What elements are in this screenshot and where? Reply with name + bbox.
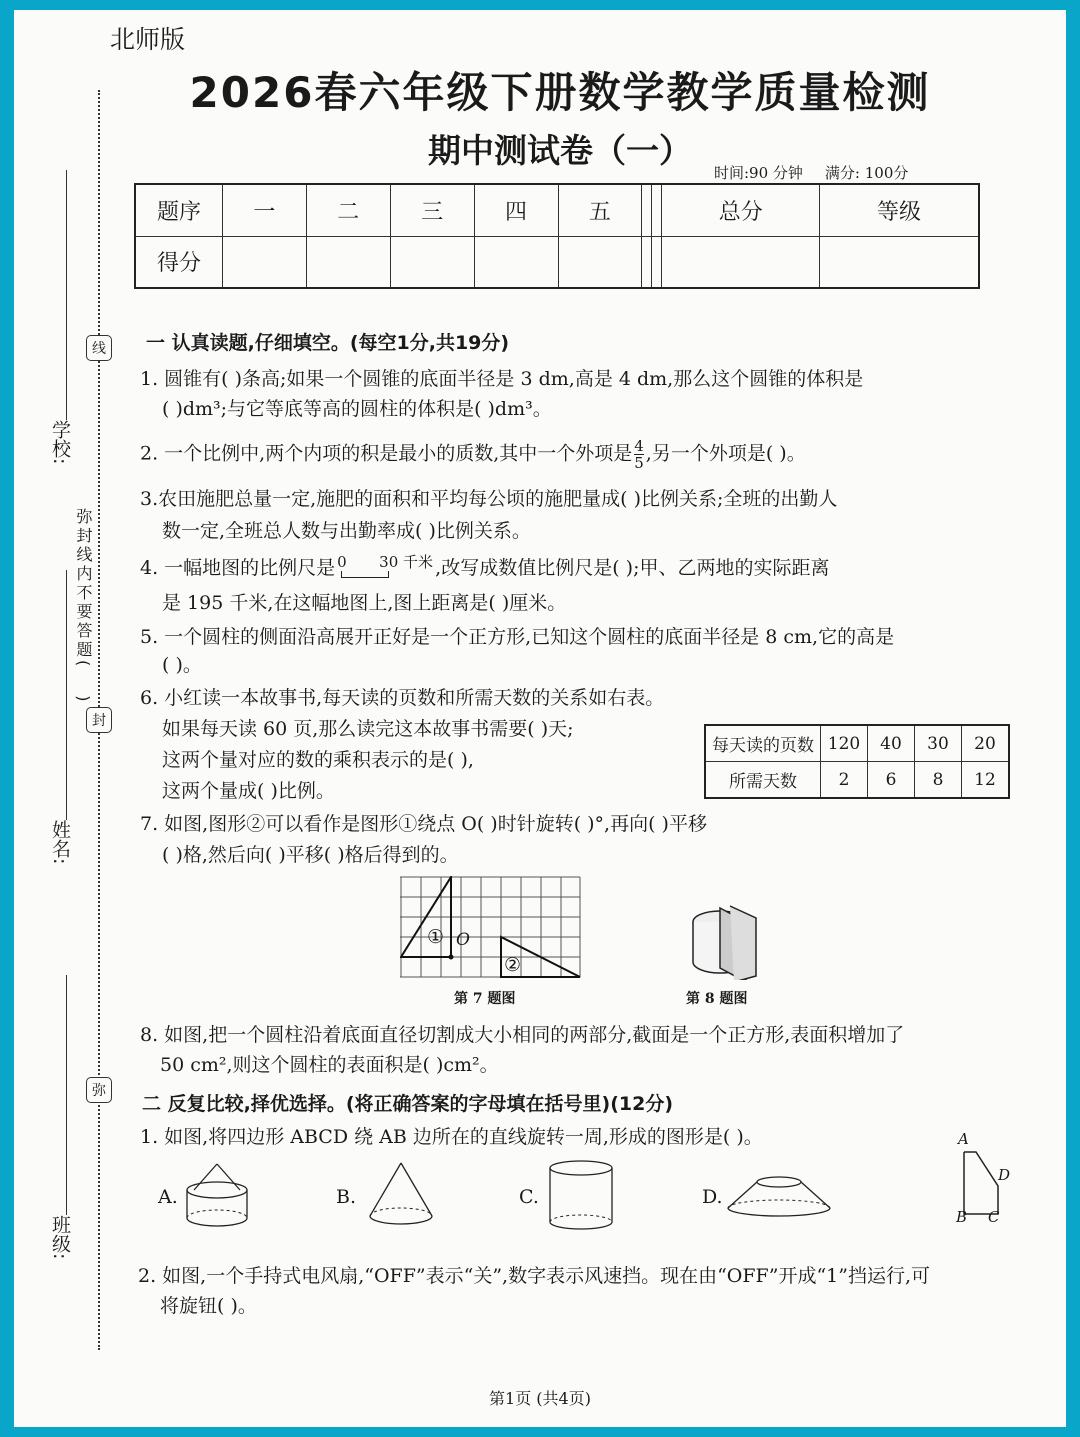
exam-subtitle: 期中测试卷（一） (428, 131, 692, 170)
exam-page (14, 10, 1066, 1427)
table-row (705, 762, 1009, 799)
option-c-shape[interactable] (546, 1158, 616, 1234)
q6-line3: 这两个量对应的数的乘积表示的是( ), (162, 749, 474, 771)
binding-notice: 弥封线内不要答题() (74, 508, 93, 705)
s2-q2-line1: 2. 如图,一个手持式电风扇,“OFF”表示“关”,数字表示风速挡。现在由“OFF”开成“1”挡运行,可 (138, 1265, 931, 1287)
edition-label: 北师版 (110, 25, 186, 54)
score-cell (642, 184, 652, 236)
q2-line: 2. 一个比例中,两个内项的积是最小的质数,其中一个外项是 $\frac{4}{5}$ ,另一个外项是( )。 (140, 437, 806, 472)
score-cell: 二 (306, 184, 390, 236)
option-a-label[interactable]: A. (158, 1186, 178, 1208)
q7-line2: ( )格,然后向( )平移( )格后得到的。 (162, 844, 459, 866)
score-cell: 等级 (820, 184, 979, 236)
option-a-shape[interactable] (184, 1160, 250, 1230)
time-info (714, 162, 930, 183)
score-cell: 五 (558, 184, 642, 236)
table-cell: 6 (868, 762, 915, 799)
q6-line4: 这两个量成( )比例。 (162, 780, 335, 802)
score-input-cell[interactable] (390, 236, 474, 288)
point-o (449, 955, 454, 960)
option-b-label[interactable]: B. (336, 1186, 357, 1208)
s2-q1-line: 1. 如图,将四边形 ABCD 绕 AB 边所在的直线旋转一周,形成的图形是( )。 (140, 1126, 763, 1148)
score-table-score-row (135, 236, 979, 288)
class-label: 班级: (49, 1215, 71, 1260)
table-row (705, 725, 1009, 762)
score-cell: 三 (390, 184, 474, 236)
option-c-label[interactable]: C. (519, 1186, 539, 1208)
name-line (66, 570, 67, 820)
score-cell: 四 (474, 184, 558, 236)
scale-bar: 0 30 千米 (335, 553, 435, 583)
score-cell: 题序 (135, 184, 223, 236)
option-d-shape[interactable] (724, 1172, 834, 1222)
score-input-cell[interactable] (306, 236, 390, 288)
class-line (66, 975, 67, 1215)
score-input-cell[interactable] (558, 236, 642, 288)
q6-reading-table (704, 724, 1010, 799)
q3-line1: 3.农田施肥总量一定,施肥的面积和平均每公顷的施肥量成( )比例关系;全班的出勤人 (140, 488, 838, 510)
q7-line1: 7. 如图,图形②可以看作是图形①绕点 O( )时针旋转( )°,再向( )平移 (140, 813, 707, 835)
option-d-label[interactable]: D. (702, 1186, 723, 1208)
table-label-cell: 所需天数 (705, 762, 821, 799)
score-input-cell[interactable] (652, 236, 662, 288)
fig7-label-o: O (456, 930, 470, 950)
table-cell: 12 (962, 762, 1010, 799)
score-row-label: 得分 (135, 236, 223, 288)
school-line (66, 170, 67, 420)
q1-line2: ( )dm³;与它等底等高的圆柱的体积是( )dm³。 (162, 398, 552, 420)
fig7-label-1: ① (427, 926, 445, 948)
section2-heading: 二 反复比较,择优选择。(将正确答案的字母填在括号里)(12分) (142, 1093, 674, 1115)
table-cell: 8 (915, 762, 962, 799)
school-label: 学校: (49, 420, 71, 465)
score-cell: 总分 (662, 184, 820, 236)
label-c: C (988, 1208, 1000, 1226)
score-input-cell[interactable] (820, 236, 979, 288)
q8-line1: 8. 如图,把一个圆柱沿着底面直径切割成大小相同的两部分,截面是一个正方形,表面积增加了 (140, 1024, 905, 1046)
q5-line1: 5. 一个圆柱的侧面沿高展开正好是一个正方形,已知这个圆柱的底面半径是 8 cm,它的高是 (140, 626, 895, 648)
score-input-cell[interactable] (223, 236, 307, 288)
table-cell: 30 (915, 725, 962, 762)
q1-line1: 1. 圆锥有( )条高;如果一个圆锥的底面半径是 3 dm,高是 4 dm,那么这个圆锥的体积是 (140, 368, 864, 390)
label-b: B (956, 1208, 968, 1226)
page-footer: 第1页 (共4页) (489, 1389, 591, 1408)
q8-line2: 50 cm²,则这个圆柱的表面积是( )cm²。 (160, 1054, 499, 1076)
section1-heading: 一 认真读题,仔细填空。(每空1分,共19分) (146, 332, 510, 354)
table-cell: 20 (962, 725, 1010, 762)
score-cell (652, 184, 662, 236)
name-label: 姓名: (49, 820, 71, 865)
table-cell: 40 (868, 725, 915, 762)
q5-line2: ( )。 (162, 654, 202, 676)
score-table-header-row (135, 184, 979, 236)
score-input-cell[interactable] (642, 236, 652, 288)
table-cell: 120 (821, 725, 868, 762)
score-table (134, 183, 980, 289)
fig8-caption: 第 8 题图 (686, 991, 748, 1007)
binding-mark-xian: 线 (86, 335, 112, 361)
q3-line2: 数一定,全班总人数与出勤率成( )比例关系。 (162, 520, 531, 542)
table-cell: 2 (821, 762, 868, 799)
time-limit: 时间:90 分钟 (714, 164, 803, 182)
q2-fraction: $\frac{4}{5}$ (634, 437, 644, 472)
figure8-cylinder (690, 900, 770, 980)
score-input-cell[interactable] (474, 236, 558, 288)
q4-line2: 是 195 千米,在这幅地图上,图上距离是( )厘米。 (162, 592, 567, 614)
fig7-label-2: ② (504, 954, 522, 976)
s2-q2-line2: 将旋钮( )。 (160, 1295, 257, 1317)
binding-mark-feng: 封 (86, 707, 112, 733)
score-input-cell[interactable] (662, 236, 820, 288)
q4-line1: 4. 一幅地图的比例尺是 0 30 千米 ,改写成数值比例尺是( );甲、乙两地的实际距离 (140, 553, 829, 583)
fig7-caption: 第 7 题图 (454, 991, 516, 1007)
score-cell: 一 (223, 184, 307, 236)
label-d: D (998, 1166, 1011, 1184)
table-label-cell: 每天读的页数 (705, 725, 821, 762)
binding-mark-mi: 弥 (86, 1077, 112, 1103)
label-a: A (958, 1130, 969, 1148)
exam-title: 2026春六年级下册数学教学质量检测 (189, 68, 931, 117)
q6-line1: 6. 小红读一本故事书,每天读的页数和所需天数的关系如右表。 (140, 687, 665, 709)
full-score: 满分: 100分 (824, 164, 909, 182)
q6-line2: 如果每天读 60 页,那么读完这本故事书需要( )天; (162, 718, 574, 740)
option-b-shape[interactable] (366, 1160, 436, 1228)
